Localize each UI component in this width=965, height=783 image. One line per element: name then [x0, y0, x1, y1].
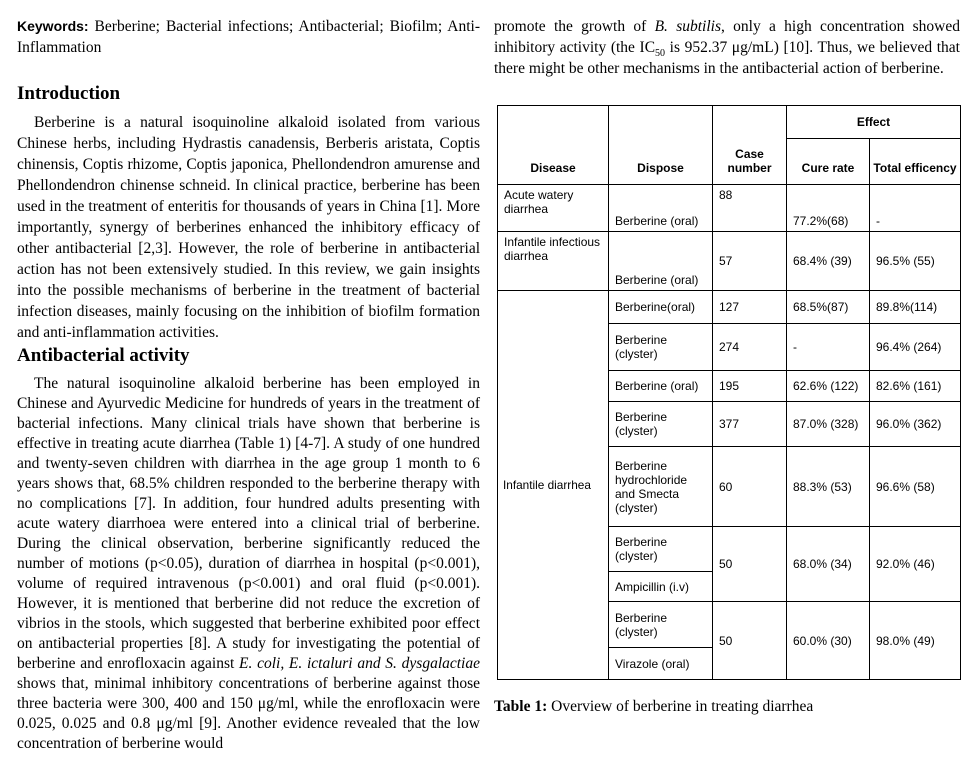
cell-dispose: Berberine (oral) [609, 232, 713, 291]
cell-case-number: 274 [713, 324, 787, 371]
cell-cure-rate: 88.3% (53) [787, 447, 870, 527]
cell-cure-rate: - [787, 324, 870, 371]
cell-case-number: 50 [713, 602, 787, 680]
col-header-effect: Effect [787, 106, 961, 139]
table-1-container [497, 105, 960, 680]
cell-total-efficency: 92.0% (46) [870, 527, 961, 602]
cell-dispose: Berberine (clyster) [609, 324, 713, 371]
cell-cure-rate: 68.0% (34) [787, 527, 870, 602]
table-caption-label: Table 1: [494, 698, 548, 715]
berberine-treatment-table [497, 105, 961, 680]
cell-dispose: Virazole (oral) [609, 648, 713, 680]
cell-cure-rate: 68.4% (39) [787, 232, 870, 291]
col-header-cure-rate: Cure rate [787, 139, 870, 185]
cell-case-number: 377 [713, 402, 787, 447]
cell-case-number: 127 [713, 291, 787, 324]
section-heading-antibacterial-activity: Antibacterial activity [17, 345, 190, 366]
cell-dispose: Berberine (clyster) [609, 527, 713, 572]
table-caption [494, 698, 960, 716]
col-header-case-number: Case number [713, 106, 787, 185]
cell-total-efficency: 96.0% (362) [870, 402, 961, 447]
right-column [494, 0, 960, 783]
cell-cure-rate: 77.2%(68) [787, 185, 870, 232]
cell-disease: Infantile infectious diarrhea [498, 232, 609, 291]
cell-dispose: Berberine (clyster) [609, 402, 713, 447]
section-heading-introduction: Introduction [17, 83, 121, 104]
cell-dispose: Berberine (oral) [609, 185, 713, 232]
cell-dispose: Berberine hydrochloride and Smecta (clyster) [609, 447, 713, 527]
left-column [17, 0, 480, 783]
cell-dispose: Berberine(oral) [609, 291, 713, 324]
col-header-total-efficency: Total efficency [870, 139, 961, 185]
cell-total-efficency: 82.6% (161) [870, 371, 961, 402]
cell-case-number: 195 [713, 371, 787, 402]
cell-disease: Acute watery diarrhea [498, 185, 609, 232]
cell-cure-rate: 62.6% (122) [787, 371, 870, 402]
table-row [498, 185, 961, 232]
cell-cure-rate: 60.0% (30) [787, 602, 870, 680]
cell-case-number: 57 [713, 232, 787, 291]
introduction-paragraph: Berberine is a natural isoquinoline alkaloid isolated from various Chinese herbs, including Hydrastis canadensis, Berberis aristata, Coptis chinensis, Coptis rhizome, Coptis japonica, Phellondendron amurense and Phellondendron chinense schneid. In clinical practice, berberine has been used in the treatment of enteritis for thousands of years in China [1]. More importantly, synergy of berberines enhanced the inhibitory efficacy of other antibacterial [2,3]. However, the role of berberine in antibacterial action has not been extensively studied. In this review, we gain insights into the possible mechanisms of berberine in the treatment of bacterial infection diseases, mainly focusing on the inhibition of biofilm formation and anti-inflammation activities. [17, 114, 480, 341]
cell-total-efficency: - [870, 185, 961, 232]
cell-cure-rate: 87.0% (328) [787, 402, 870, 447]
keywords-line: Keywords: Berberine; Bacterial infections; Antibacterial; Biofilm; Anti-Inflammation [17, 18, 480, 56]
cell-total-efficency: 96.6% (58) [870, 447, 961, 527]
continuation-paragraph: promote the growth of B. subtilis, only a high concentration showed inhibitory activity (the $IC_{50}$ is 952.37 μg/mL) [10]. Thus, we believed that there might be other mechanisms in the antibacterial action of berberine. [494, 18, 960, 77]
cell-case-number: 60 [713, 447, 787, 527]
cell-dispose: Berberine (oral) [609, 371, 713, 402]
table-row [498, 291, 961, 324]
cell-case-number: 50 [713, 527, 787, 602]
antibacterial-activity-paragraph: The natural isoquinoline alkaloid berberine has been employed in Chinese and Ayurvedic Medicine for hundreds of years in the treatment of bacterial infections. Many clinical trials have shown that berberine is effective in treating acute diarrhea (Table 1) [4-7]. A study of one hundred and twenty-seven children with diarrhea in the age group 1 month to 6 years shows that, 68.5% children responded to the berberine therapy with no complications [7]. In addition, four hundred adults presenting with acute watery diarrhoea were entered into a clinical trial of berberine. During the clinical observation, berberine significantly reduced the number of motions (p<0.05), duration of diarrhea in hospital (p<0.001), volume of required intravenous (p<0.001) and oral fluid (p<0.001). However, it is mentioned that berberine did not reduce the excretion of vibrios in the stools, which suggested that berberine exhibited poor effect on antibacterial properties [8]. A study for investigating the potential of berberine and enrofloxacin against E. coli, E. ictaluri and S. dysgalactiae shows that, minimal inhibitory concentrations of berberine against those three bacteria were 300, 400 and 150 μg/ml, while the enrofloxacin were 0.025, 0.025 and 0.8 μg/ml [9]. Another evidence revealed that the low concentration of berberine would [17, 375, 480, 752]
col-header-disease: Disease [498, 106, 609, 185]
cell-cure-rate: 68.5%(87) [787, 291, 870, 324]
cell-disease: Infantile diarrhea [498, 291, 609, 680]
cell-total-efficency: 98.0% (49) [870, 602, 961, 680]
table-caption-text: Overview of berberine in treating diarrhea [547, 698, 814, 715]
cell-total-efficency: 89.8%(114) [870, 291, 961, 324]
table-row [498, 232, 961, 291]
cell-dispose: Ampicillin (i.v) [609, 572, 713, 602]
cell-total-efficency: 96.5% (55) [870, 232, 961, 291]
cell-total-efficency: 96.4% (264) [870, 324, 961, 371]
cell-dispose: Berberine (clyster) [609, 602, 713, 648]
cell-case-number: 88 [713, 185, 787, 232]
col-header-dispose: Dispose [609, 106, 713, 185]
